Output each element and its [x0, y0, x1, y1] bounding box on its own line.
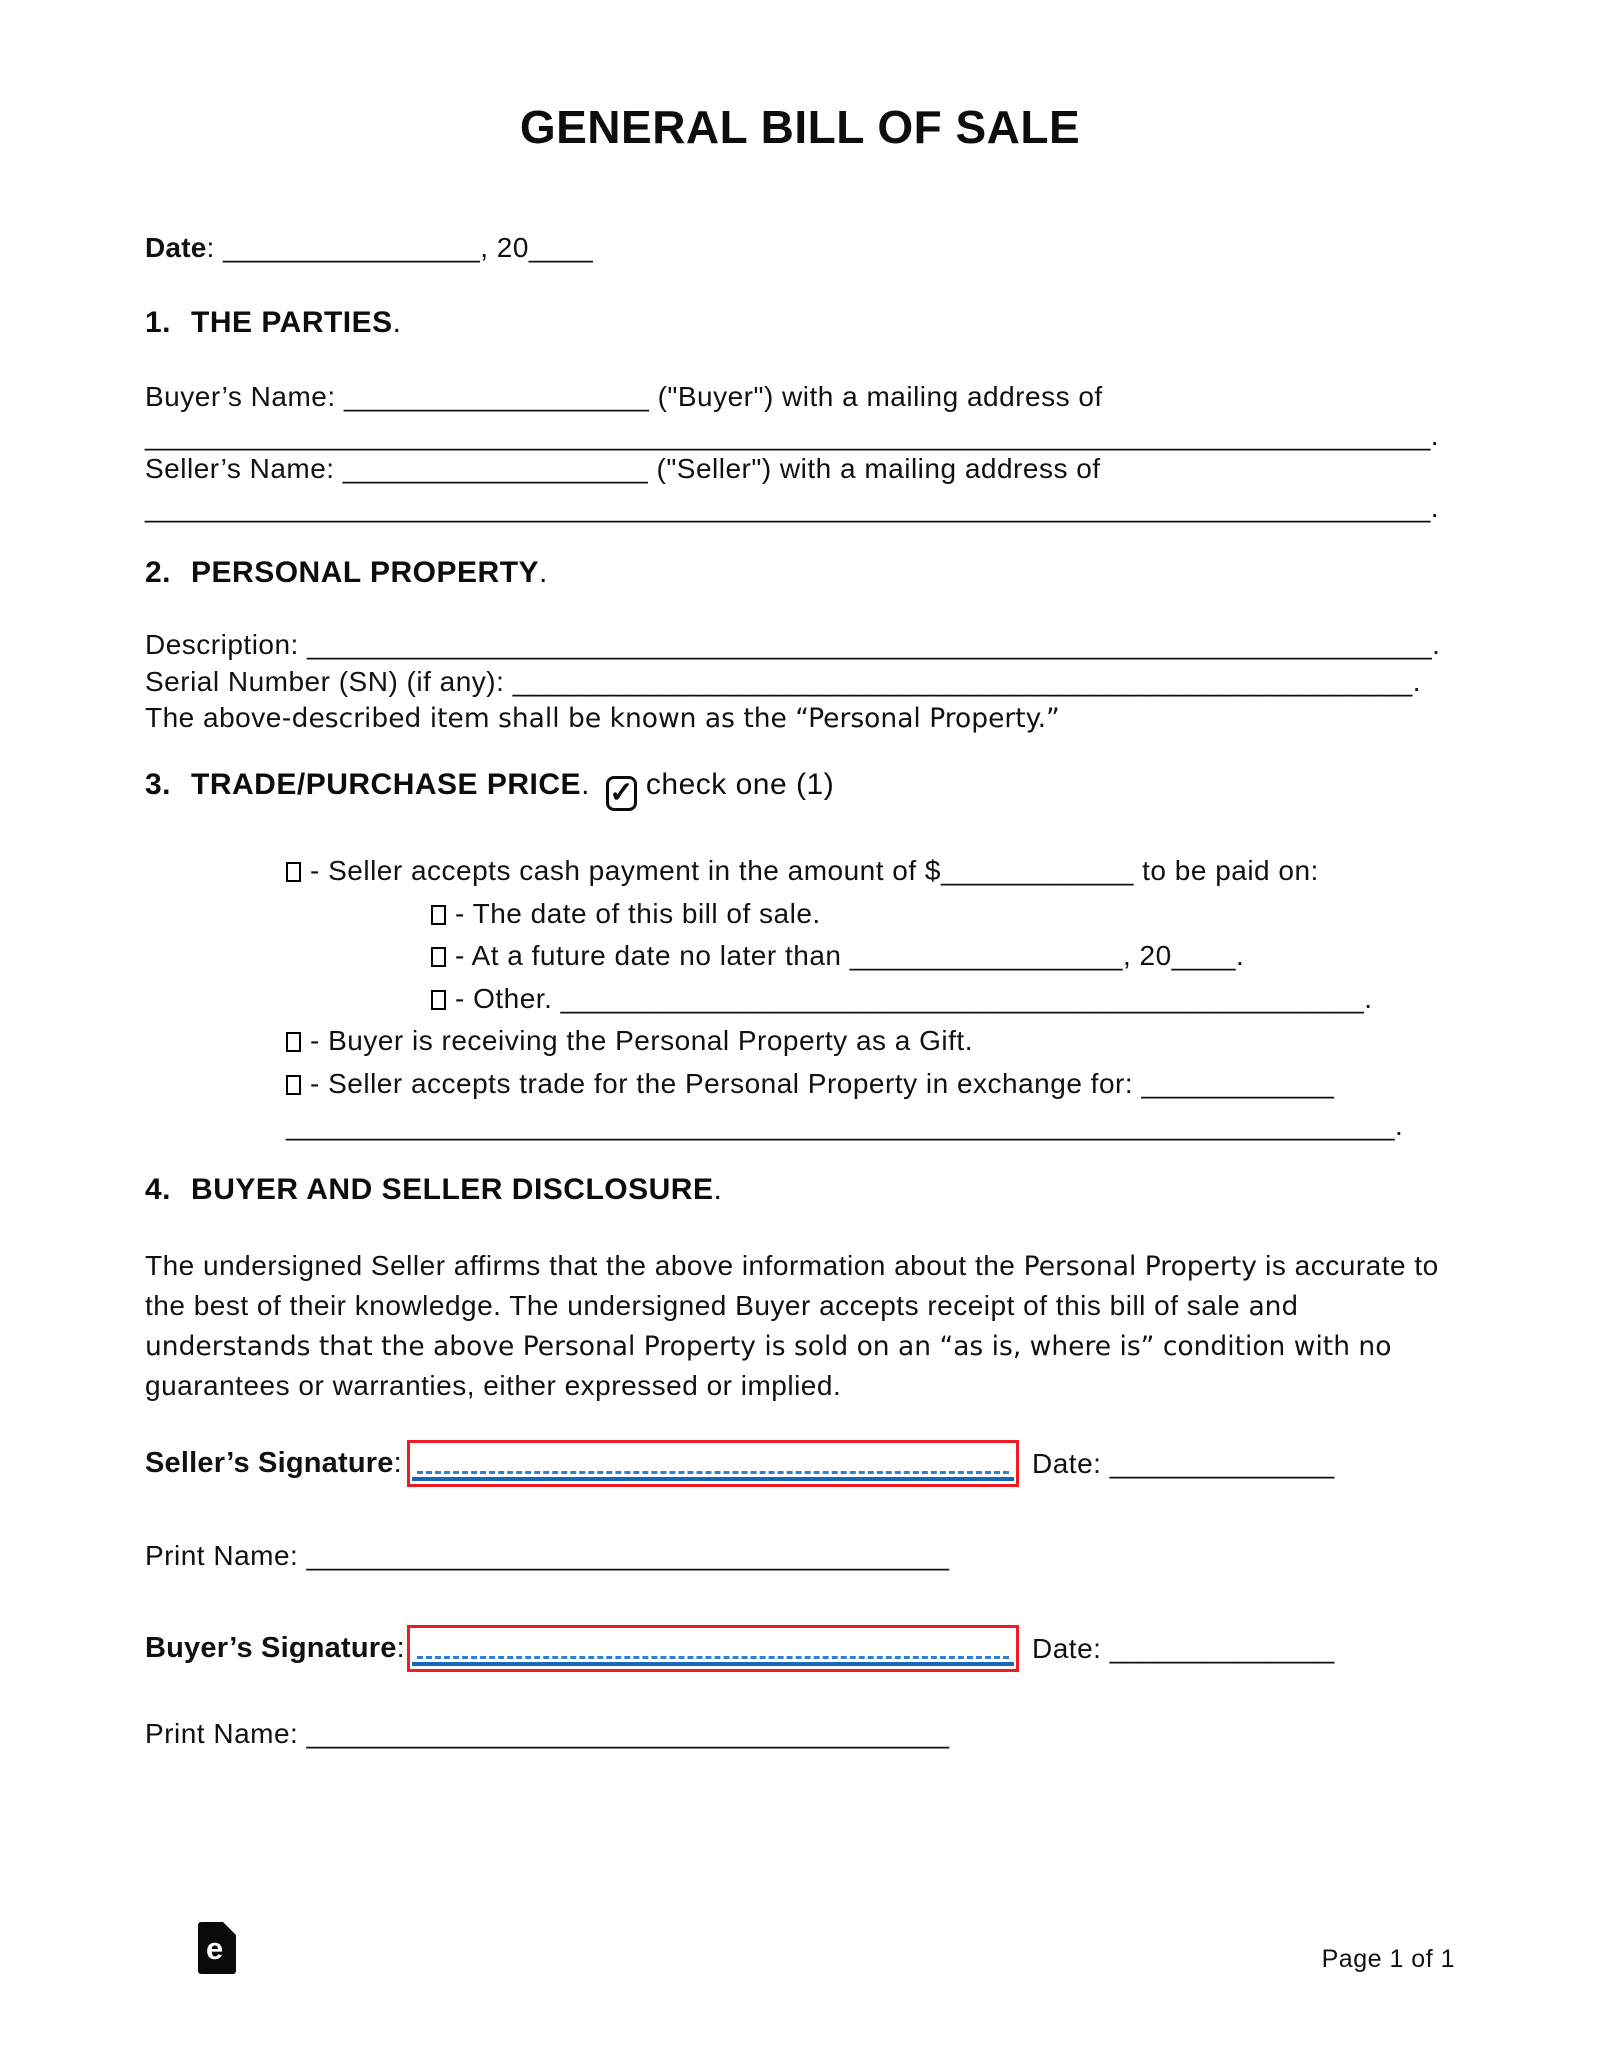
section-heading-parties: 1. THE PARTIES. [145, 306, 402, 339]
description-line [145, 629, 1440, 661]
logo-letter: e [206, 1931, 224, 1966]
checkbox-date-of-sale[interactable] [431, 905, 446, 925]
page-fold-icon [222, 1921, 237, 1936]
signature-dash-line [417, 1656, 1009, 1659]
seller-print-name-blank[interactable]: ________________________________________ [306, 1540, 950, 1571]
checkbox-gift[interactable] [286, 1032, 301, 1052]
trade-continuation-blank[interactable]: _____________________________________________________________________. [286, 1110, 1404, 1141]
signature-solid-line [412, 1662, 1014, 1666]
section-heading-price: 3. TRADE/PURCHASE PRICE. ✓ check one (1) [145, 768, 835, 809]
buyer-name-label: Buyer’s Name: [145, 381, 344, 412]
seller-signature-field[interactable] [407, 1440, 1019, 1487]
description-blank[interactable]: ______________________________________________________________________. [307, 629, 1441, 660]
serial-blank[interactable]: ________________________________________________________. [512, 666, 1422, 697]
buyer-name-line: Buyer’s Name: ___________________ ("Buyer") with a mailing address of [145, 381, 1103, 412]
seller-signature-row [145, 1440, 1335, 1487]
page-title: GENERAL BILL OF SALE [519, 101, 1081, 153]
buyer-signature-field[interactable] [407, 1625, 1019, 1672]
section-heading-property: 2. PERSONAL PROPERTY. [145, 556, 548, 589]
checked-box-icon: ✓ [606, 776, 637, 811]
check-one-label: check one (1) [645, 768, 835, 801]
buyer-sign-date-blank[interactable]: ______________ [1109, 1632, 1335, 1664]
page-number: Page 1 of 1 [1321, 1945, 1455, 1973]
option-cash: - Seller accepts cash payment in the amount of $____________ to be paid on: [286, 855, 1319, 887]
seller-name-blank[interactable]: ___________________ [342, 453, 649, 484]
checkbox-trade[interactable] [286, 1075, 301, 1095]
buyer-signature-label: Buyer’s Signature: [145, 1632, 406, 1664]
buyer-signature-row [145, 1625, 1335, 1672]
seller-signature-label: Seller’s Signature: [145, 1447, 403, 1479]
known-as-line: The above-described item shall be known as the “Personal Property.” [145, 702, 1060, 734]
seller-sign-date-blank[interactable]: ______________ [1109, 1447, 1335, 1479]
checkbox-other[interactable] [431, 990, 446, 1010]
option-trade: - Seller accepts trade for the Personal Property in exchange for: ____________ [286, 1068, 1334, 1100]
date-line: Date: ________________, 20____ [145, 232, 594, 263]
signature-dash-line [417, 1471, 1009, 1474]
seller-name-line: Seller’s Name: ___________________ ("Seller") with a mailing address of [145, 453, 1101, 484]
buyer-sign-date: Date: ______________ [1032, 1632, 1335, 1664]
seller-print-name-line: Print Name: ________________________________________ [145, 1540, 950, 1571]
signature-solid-line [412, 1477, 1014, 1481]
document-page [145, 0, 1455, 2070]
date-year-blank[interactable]: , 20____ [480, 232, 594, 263]
disclosure-paragraph: The undersigned Seller affirms that the above information about the Personal Property is accurate to the best of their knowledge. The undersigned Buyer accepts receipt of this bill of sale and understands that the above Personal Property is sold on an “as is, where is” condition with no guarantees or warranties, either expressed or implied. [145, 1250, 1439, 1401]
checkbox-cash[interactable] [286, 862, 301, 882]
date-blank[interactable]: ________________ [223, 232, 481, 263]
seller-sign-date: Date: ______________ [1032, 1447, 1335, 1479]
serial-label: Serial Number (SN) (if any): [145, 666, 513, 697]
eforms-logo [198, 1922, 236, 1974]
seller-name-label: Seller’s Name: [145, 453, 343, 484]
buyer-print-name-blank[interactable]: ________________________________________ [306, 1718, 950, 1749]
buyer-name-blank[interactable]: ___________________ [343, 381, 650, 412]
option-other: - Other. __________________________________________________. [431, 983, 1373, 1015]
option-date-of-sale: - The date of this bill of sale. [431, 898, 821, 930]
date-label: Date [145, 232, 207, 263]
checkbox-future-date[interactable] [431, 947, 446, 967]
buyer-address-blank[interactable]: ________________________________________________________________________________. [145, 420, 1440, 451]
section-heading-disclosure: 4. BUYER AND SELLER DISCLOSURE. [145, 1173, 723, 1206]
option-future-date: - At a future date no later than _________________, 20____. [431, 940, 1244, 972]
buyer-print-name-line: Print Name: ________________________________________ [145, 1718, 950, 1749]
serial-line [145, 666, 1421, 698]
description-label: Description: [145, 629, 308, 660]
seller-address-blank[interactable]: ________________________________________________________________________________. [145, 492, 1440, 523]
option-gift: - Buyer is receiving the Personal Property as a Gift. [286, 1025, 973, 1057]
